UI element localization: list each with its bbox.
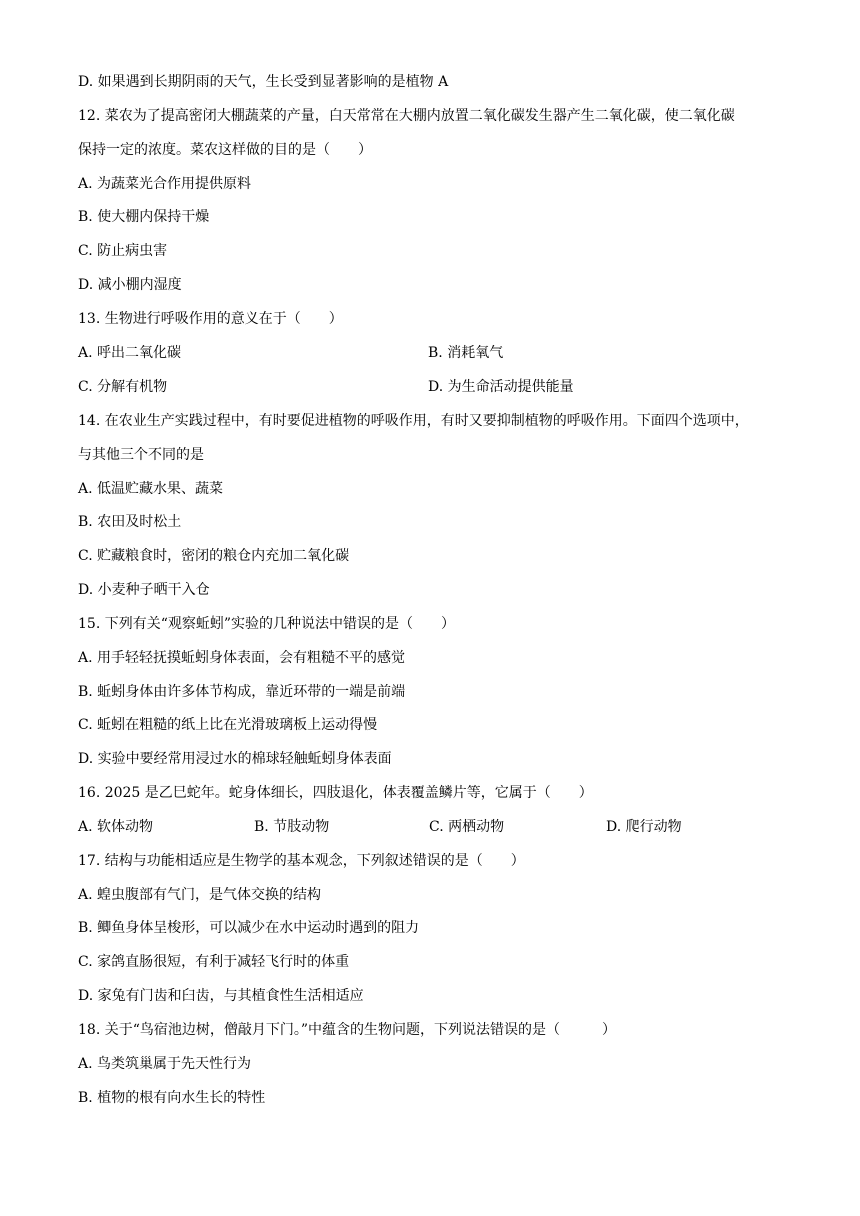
q12-stem-line2: 保持一定的浓度。菜农这样做的目的是（ ） [78, 142, 372, 158]
q13-option-c: C. 分解有机物 [78, 379, 168, 395]
q17-option-b: B. 鲫鱼身体呈梭形，可以减少在水中运动时遇到的阻力 [78, 920, 420, 936]
q16-stem: 16. 2025 是乙巳蛇年。蛇身体细长，四肢退化，体表覆盖鳞片等，它属于（ ） [78, 785, 593, 801]
q18-option-a: A. 鸟类筑巢属于先天性行为 [78, 1056, 252, 1072]
q15-option-a: A. 用手轻轻抚摸蚯蚓身体表面，会有粗糙不平的感觉 [78, 650, 406, 666]
q18-option-b: B. 植物的根有向水生长的特性 [78, 1090, 266, 1106]
q17-option-d: D. 家兔有门齿和臼齿，与其植食性生活相适应 [78, 988, 364, 1004]
q13-stem: 13. 生物进行呼吸作用的意义在于（ ） [78, 311, 343, 327]
q14-option-a: A. 低温贮藏水果、蔬菜 [78, 481, 224, 497]
q17-stem: 17. 结构与功能相适应是生物学的基本观念，下列叙述错误的是（ ） [78, 853, 525, 869]
q15-option-d: D. 实验中要经常用浸过水的棉球轻触蚯蚓身体表面 [78, 751, 392, 767]
q11-option-d: D. 如果遇到长期阴雨的天气，生长受到显著影响的是植物 A [78, 74, 449, 90]
q14-stem-line1: 14. 在农业生产实践过程中，有时要促进植物的呼吸作用，有时又要抑制植物的呼吸作用。下面四个选项中， [78, 413, 749, 429]
q12-option-c: C. 防止病虫害 [78, 243, 168, 259]
q12-option-a: A. 为蔬菜光合作用提供原料 [78, 176, 252, 192]
q16-option-d: D. 爬行动物 [606, 819, 682, 835]
q14-option-c: C. 贮藏粮食时，密闭的粮仓内充加二氧化碳 [78, 548, 350, 564]
q17-option-a: A. 蝗虫腹部有气门，是气体交换的结构 [78, 887, 322, 903]
q16-option-b: B. 节肢动物 [254, 819, 330, 835]
q13-option-b: B. 消耗氧气 [428, 345, 504, 361]
q16-option-c: C. 两栖动物 [429, 819, 505, 835]
q14-option-d: D. 小麦种子晒干入仓 [78, 582, 210, 598]
q16-option-a: A. 软体动物 [78, 819, 154, 835]
q15-option-c: C. 蚯蚓在粗糙的纸上比在光滑玻璃板上运动得慢 [78, 717, 378, 733]
q12-stem-line1: 12. 菜农为了提高密闭大棚蔬菜的产量，白天常常在大棚内放置二氧化碳发生器产生二氧化碳，使二氧化碳 [78, 108, 735, 124]
q13-option-d: D. 为生命活动提供能量 [428, 379, 574, 395]
q14-option-b: B. 农田及时松土 [78, 514, 182, 530]
q15-option-b: B. 蚯蚓身体由许多体节构成，靠近环带的一端是前端 [78, 684, 406, 700]
q17-option-c: C. 家鸽直肠很短，有利于减轻飞行时的体重 [78, 954, 350, 970]
q13-option-a: A. 呼出二氧化碳 [78, 345, 182, 361]
q12-option-d: D. 减小棚内湿度 [78, 277, 182, 293]
q15-stem: 15. 下列有关“观察蚯蚓”实验的几种说法中错误的是（ ） [78, 616, 456, 632]
q12-option-b: B. 使大棚内保持干燥 [78, 209, 210, 225]
q18-stem: 18. 关于“鸟宿池边树，僧敲月下门。”中蕴含的生物问题，下列说法错误的是（ ） [78, 1022, 617, 1038]
q14-stem-line2: 与其他三个不同的是 [78, 447, 204, 463]
